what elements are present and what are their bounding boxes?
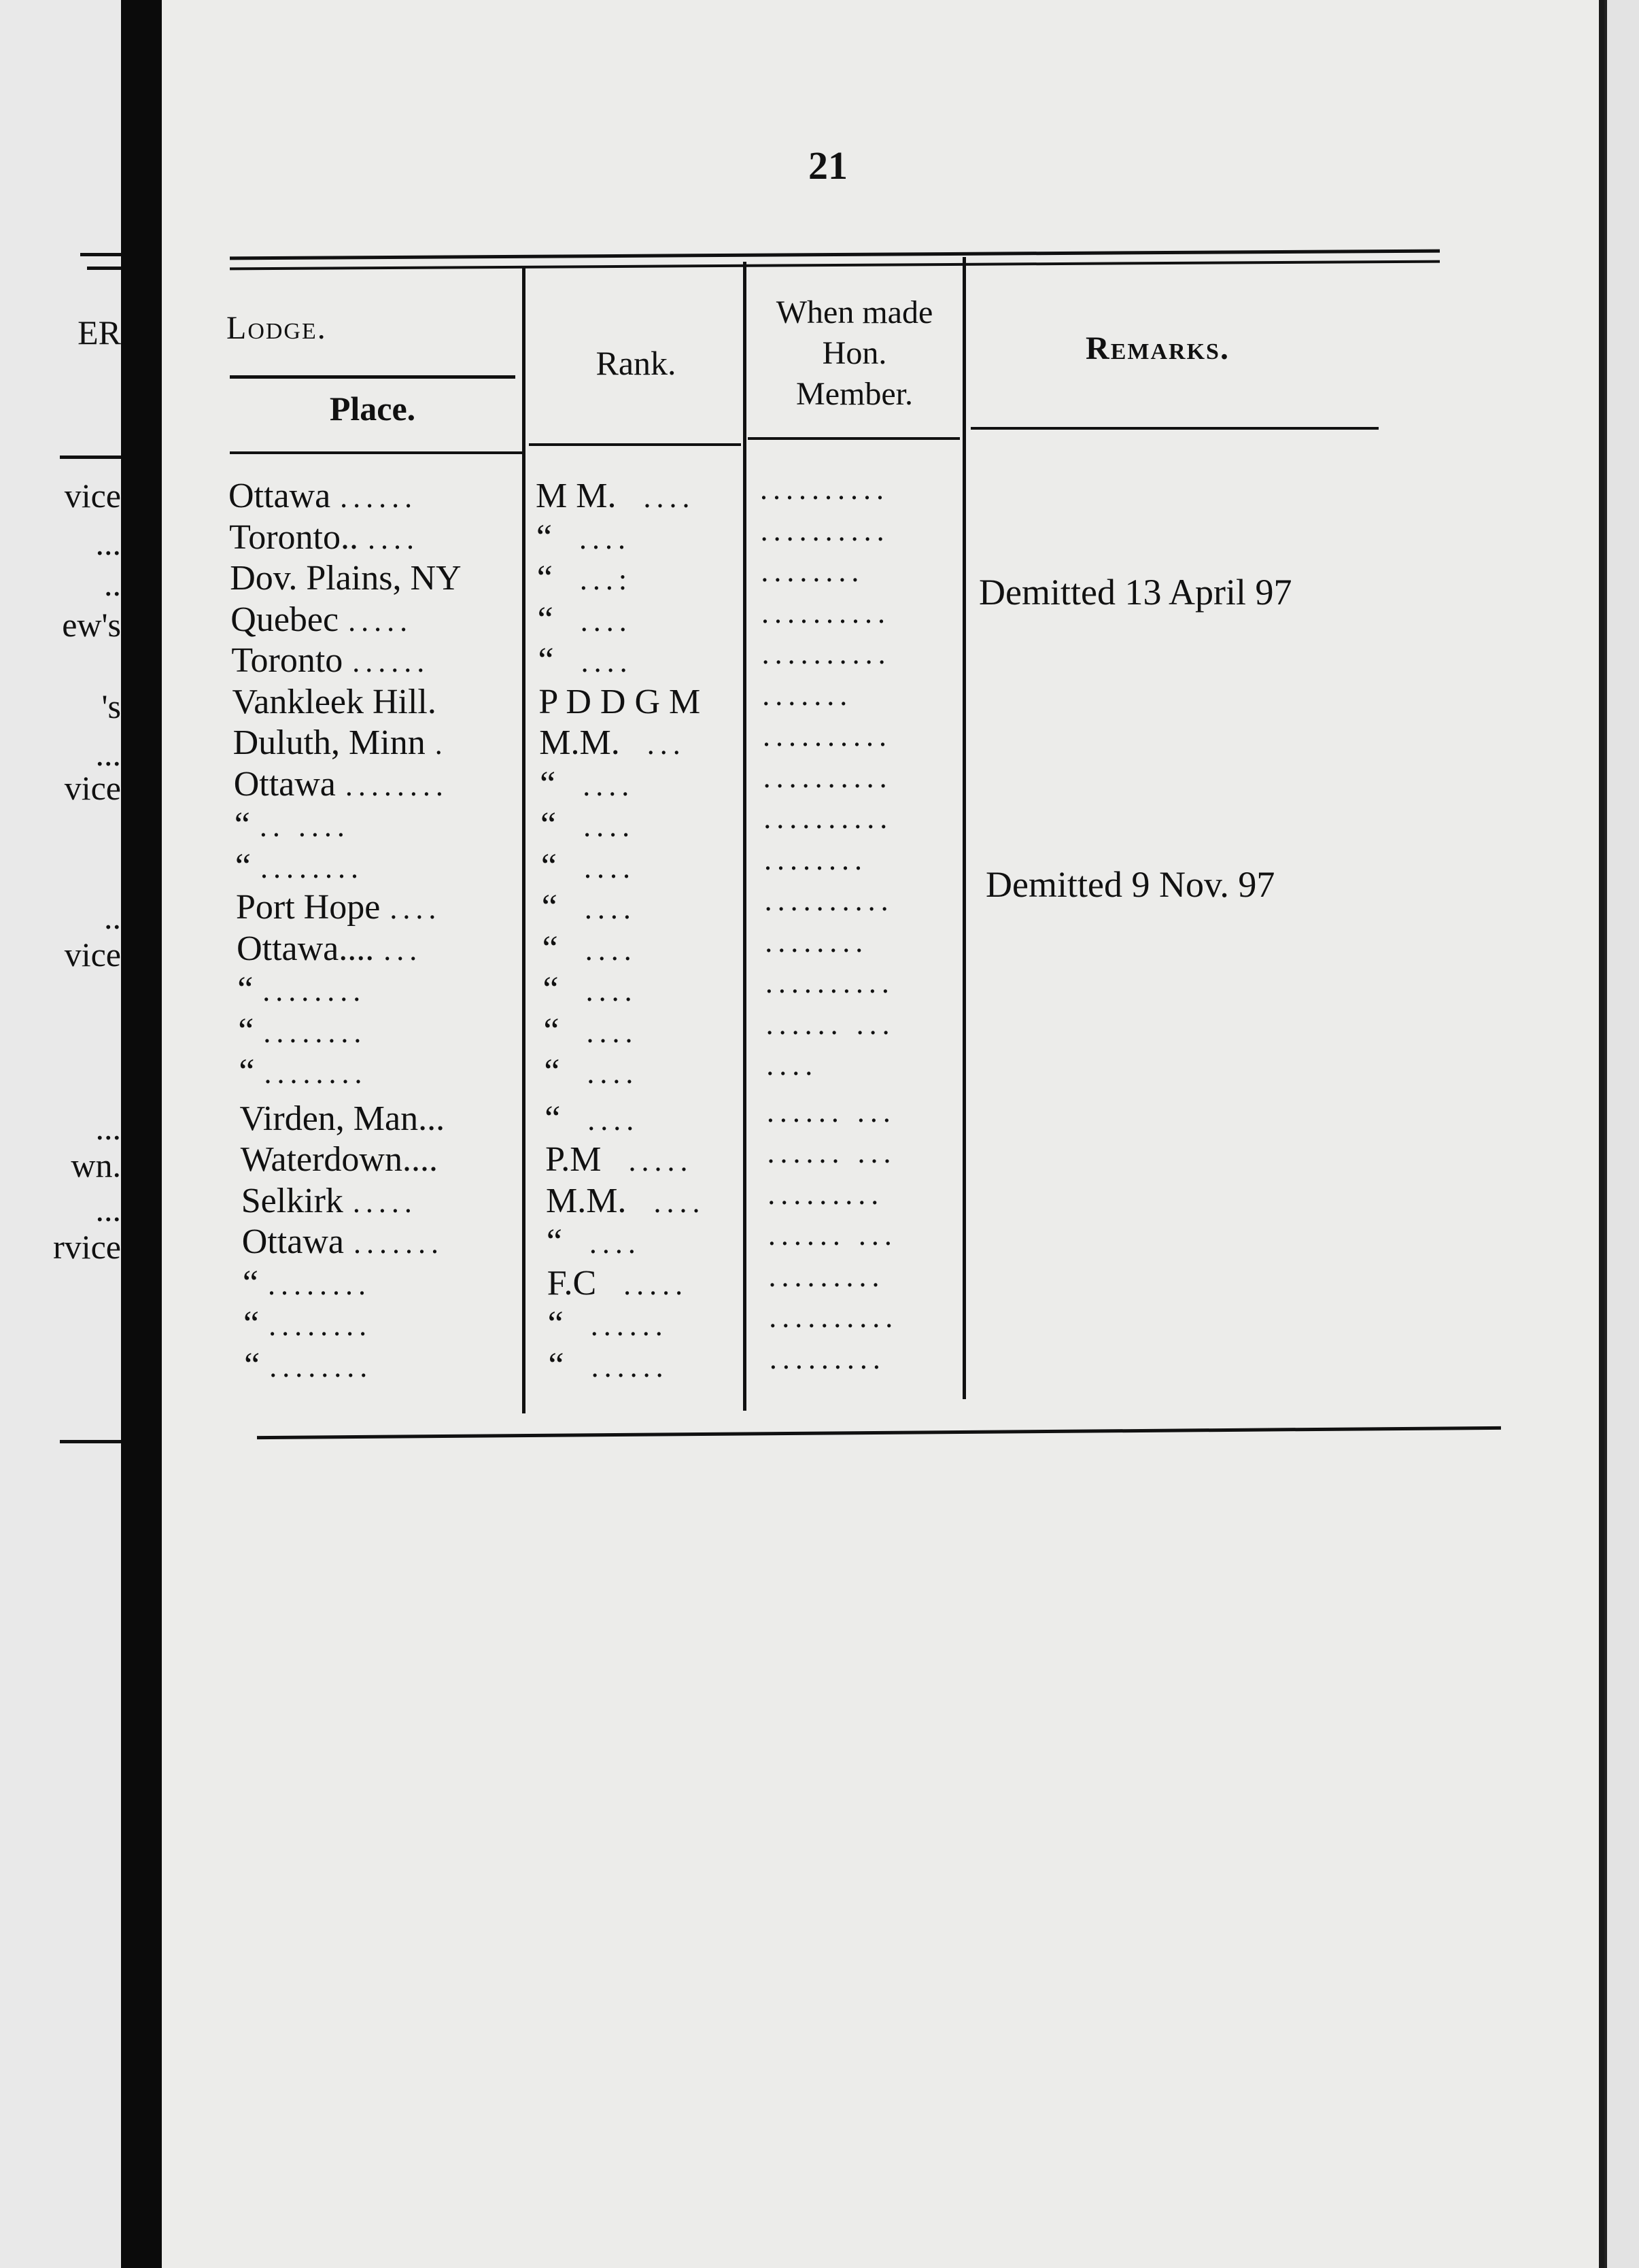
rank-value: “: [544, 1052, 560, 1091]
leader-dots: .....: [623, 1267, 689, 1301]
table-cell-when-made: ....: [766, 1048, 818, 1082]
table-cell-rank: [545, 1099, 639, 1139]
leader-dots: ....: [585, 974, 638, 1008]
left-page-fragment: ...: [95, 524, 121, 562]
top-rule: [230, 260, 1440, 271]
leader-dots: ....: [589, 1226, 641, 1260]
leader-dots: ....: [584, 892, 636, 925]
rank-value: P D D G M: [538, 682, 701, 721]
table-cell-place: [235, 805, 350, 845]
place-name: Selkirk: [241, 1181, 343, 1220]
left-page-fragment: ...: [95, 1190, 121, 1228]
table-cell-place: [244, 1345, 373, 1386]
leader-dots: ....: [580, 604, 632, 638]
table-cell-place: [236, 887, 441, 927]
rank-value: “: [542, 970, 559, 1009]
table-cell-when-made: ...... ...: [765, 1007, 895, 1041]
table-cell-rank: [540, 764, 634, 804]
place-name: Quebec: [230, 600, 339, 639]
leader-dots: ....: [579, 521, 631, 555]
place-name: “: [242, 1263, 258, 1303]
header-lodge: Lodge.: [226, 310, 327, 346]
rank-value: F.C: [547, 1263, 597, 1303]
table-cell-place: [235, 846, 364, 887]
rank-value: “: [540, 806, 557, 844]
leader-dots: ......: [590, 1309, 668, 1342]
left-page-fragment: ..: [104, 565, 121, 603]
leader-dots: ......: [591, 1350, 669, 1384]
place-name: Duluth, Minn: [232, 723, 426, 762]
table-cell-when-made: ..........: [760, 513, 890, 547]
table-cell-when-made: ..........: [761, 637, 891, 670]
place-name: “: [243, 1305, 260, 1343]
table-cell-rank: [537, 558, 632, 598]
rank-value: M.M.: [545, 1181, 627, 1220]
place-name: Ottawa: [233, 764, 336, 804]
table-cell-place: [234, 764, 449, 804]
table-cell-rank: [544, 1052, 638, 1092]
table-cell-rank: [545, 1139, 693, 1180]
rank-value: “: [547, 1305, 564, 1343]
remark: Demitted 13 April 97: [979, 572, 1292, 613]
header-place: Place.: [329, 390, 416, 428]
table-cell-when-made: ..........: [765, 966, 895, 999]
rank-value: “: [541, 888, 557, 927]
table-cell-when-made: ...... ...: [767, 1218, 897, 1252]
right-page-edge: [1604, 0, 1639, 2268]
leader-dots: ....: [653, 1185, 706, 1219]
table-cell-rank: [543, 969, 638, 1010]
left-page-fragment: ..: [104, 898, 121, 936]
rank-value: M.M.: [539, 723, 620, 762]
left-page-fragment: ...: [95, 735, 121, 773]
table-cell-when-made: ..........: [761, 596, 891, 630]
page: [162, 0, 1604, 2268]
left-page-rule: [60, 456, 121, 459]
place-name: “: [244, 1345, 260, 1385]
leader-dots: ....: [586, 1015, 638, 1049]
left-page-fragment: ER: [77, 313, 121, 351]
table-cell-place: [243, 1304, 372, 1344]
table-cell-place: [239, 1052, 367, 1092]
leader-dots: ........: [262, 974, 366, 1008]
place-name: “: [237, 970, 254, 1009]
table-cell-place: [228, 476, 417, 516]
table-cell-when-made: .........: [768, 1259, 885, 1293]
place-name: “: [235, 846, 251, 886]
table-cell-place: [233, 723, 448, 763]
place-name: Ottawa: [228, 477, 331, 515]
left-page-fragment: wn.: [71, 1146, 121, 1184]
table-cell-rank: [547, 1263, 688, 1303]
table-cell-place: [230, 558, 470, 598]
leader-dots: ........: [345, 768, 449, 802]
place-name: Vankleek Hill.: [232, 682, 436, 721]
leader-dots: .......: [353, 1226, 444, 1260]
table-cell-when-made: ..........: [763, 802, 893, 835]
table-cell-place: [230, 600, 413, 640]
table-cell-place: [229, 517, 419, 557]
header-bottom-rule: [230, 451, 522, 454]
leader-dots: .. ....: [259, 810, 350, 843]
leader-dots: ....: [581, 645, 633, 678]
leader-dots: ........: [269, 1350, 373, 1384]
table-cell-place: [237, 969, 366, 1010]
table-cell-place: [232, 682, 446, 722]
column-divider: [522, 267, 525, 1413]
header-rule: [230, 375, 515, 379]
place-name: “: [238, 1011, 254, 1050]
leader-dots: ....: [583, 768, 635, 802]
leader-dots: ........: [267, 1267, 371, 1301]
header-rank: Rank.: [596, 344, 676, 382]
rank-value: “: [537, 600, 553, 639]
rank-value: M M.: [536, 477, 617, 515]
header-bottom-rule: [748, 437, 960, 440]
rank-value: “: [536, 517, 552, 557]
table-cell-rank: [548, 1304, 668, 1344]
place-name: “: [239, 1052, 255, 1091]
table-cell-when-made: ..........: [762, 719, 892, 753]
left-page-fragment: vice: [64, 935, 121, 974]
left-page-rule: [80, 253, 121, 256]
table-cell-rank: [538, 682, 727, 722]
place-name: Toronto: [231, 641, 343, 680]
leader-dots: ...:: [579, 563, 633, 596]
leader-dots: ....: [368, 521, 419, 555]
rank-value: “: [538, 641, 554, 680]
table-cell-place: [242, 1222, 444, 1262]
place-name: Dov. Plains, NY: [230, 559, 462, 598]
table-cell-when-made: ...... ...: [766, 1095, 896, 1129]
left-page-rule: [87, 267, 121, 270]
table-cell-rank: [538, 600, 632, 640]
header-bottom-rule: [529, 443, 741, 446]
table-cell-place: [238, 1011, 366, 1051]
place-name: Port Hope: [236, 888, 381, 927]
table-cell-when-made: .........: [767, 1177, 884, 1211]
leader-dots: .: [434, 727, 448, 761]
table-cell-rank: [540, 805, 635, 845]
column-divider: [963, 257, 966, 1399]
table-cell-rank: [542, 929, 637, 969]
remark: Demitted 9 Nov. 97: [986, 864, 1275, 905]
table-cell-rank: [538, 640, 633, 681]
place-name: Ottawa....: [237, 929, 375, 968]
leader-dots: ...: [383, 933, 423, 967]
table-cell-when-made: .......: [762, 678, 853, 712]
table-cell-rank: [539, 723, 685, 763]
table-cell-place: [237, 929, 422, 969]
rank-value: “: [540, 764, 556, 804]
book-gutter: [121, 0, 162, 2268]
table-cell-when-made: ..........: [764, 884, 894, 917]
header-when-made-line: When made: [776, 294, 933, 330]
bottom-rule: [257, 1426, 1501, 1439]
table-cell-rank: [542, 887, 636, 927]
left-page-fragment: 's: [101, 687, 121, 725]
page-number: 21: [808, 143, 848, 188]
table-cell-when-made: ..........: [763, 760, 893, 794]
rank-value: “: [546, 1222, 562, 1261]
leader-dots: ........: [260, 850, 364, 884]
left-page-fragment: rvice: [53, 1228, 121, 1266]
header-remarks: Remarks.: [1086, 330, 1230, 366]
table-cell-rank: [548, 1345, 668, 1386]
rank-value: “: [548, 1345, 564, 1385]
leader-dots: ....: [585, 933, 637, 967]
place-name: Toronto..: [229, 517, 358, 557]
leader-dots: ....: [587, 1056, 639, 1090]
leader-dots: ......: [340, 481, 418, 514]
table-cell-place: [240, 1099, 455, 1139]
header-when-made-line: Member.: [796, 376, 913, 412]
header-bottom-rule: [971, 427, 1379, 430]
table-cell-when-made: ...... ...: [767, 1136, 897, 1169]
table-cell-when-made: ........: [765, 925, 869, 959]
rank-value: “: [542, 929, 558, 968]
left-page-fragment: ...: [95, 1109, 121, 1147]
table-cell-rank: [543, 1011, 638, 1051]
table-cell-place: [231, 640, 430, 681]
table-cell-rank: [536, 476, 695, 516]
table-cell-when-made: ........: [761, 555, 865, 588]
leader-dots: ...: [646, 727, 686, 761]
column-divider: [743, 262, 746, 1411]
table-cell-place: [241, 1181, 417, 1221]
leader-dots: ....: [390, 892, 442, 925]
rank-value: “: [545, 1099, 561, 1138]
leader-dots: ....: [584, 850, 636, 884]
table-cell-place: [243, 1263, 371, 1303]
left-page-fragment: ew's: [62, 606, 121, 644]
leader-dots: ........: [264, 1056, 368, 1090]
place-name: Ottawa: [241, 1222, 344, 1261]
leader-dots: ....: [643, 481, 695, 514]
table-cell-place: [241, 1139, 447, 1180]
rank-value: “: [540, 846, 557, 886]
leader-dots: .....: [628, 1144, 693, 1178]
leader-dots: .....: [352, 1185, 417, 1219]
header-when-made-line: Hon.: [822, 335, 887, 371]
rank-value: “: [536, 559, 553, 598]
leader-dots: ....: [587, 1103, 640, 1137]
table-cell-when-made: ........: [763, 842, 867, 876]
table-cell-when-made: .........: [769, 1341, 886, 1375]
table-cell-when-made: ..........: [769, 1301, 899, 1334]
left-page-fragment: vice: [64, 769, 121, 807]
rank-value: “: [543, 1011, 559, 1050]
table-cell-when-made: ..........: [760, 472, 889, 506]
left-page-fragment: vice: [64, 477, 121, 515]
leader-dots: .....: [348, 604, 413, 638]
leader-dots: ......: [352, 645, 430, 678]
header-when-made: [746, 292, 963, 415]
leader-dots: ........: [269, 1309, 373, 1342]
leader-dots: ....: [583, 810, 636, 843]
table-cell-rank: [546, 1181, 705, 1221]
place-name: “: [234, 806, 250, 844]
rank-value: P.M: [545, 1140, 602, 1179]
left-page-edge: [0, 0, 125, 2268]
leader-dots: ........: [263, 1015, 367, 1049]
place-name: Waterdown....: [240, 1140, 438, 1179]
top-rule: [230, 250, 1440, 260]
table-cell-rank: [547, 1222, 641, 1262]
place-name: Virden, Man...: [239, 1099, 445, 1138]
table-cell-rank: [536, 517, 631, 557]
table-cell-rank: [541, 846, 636, 887]
left-page-rule: [60, 1440, 121, 1443]
